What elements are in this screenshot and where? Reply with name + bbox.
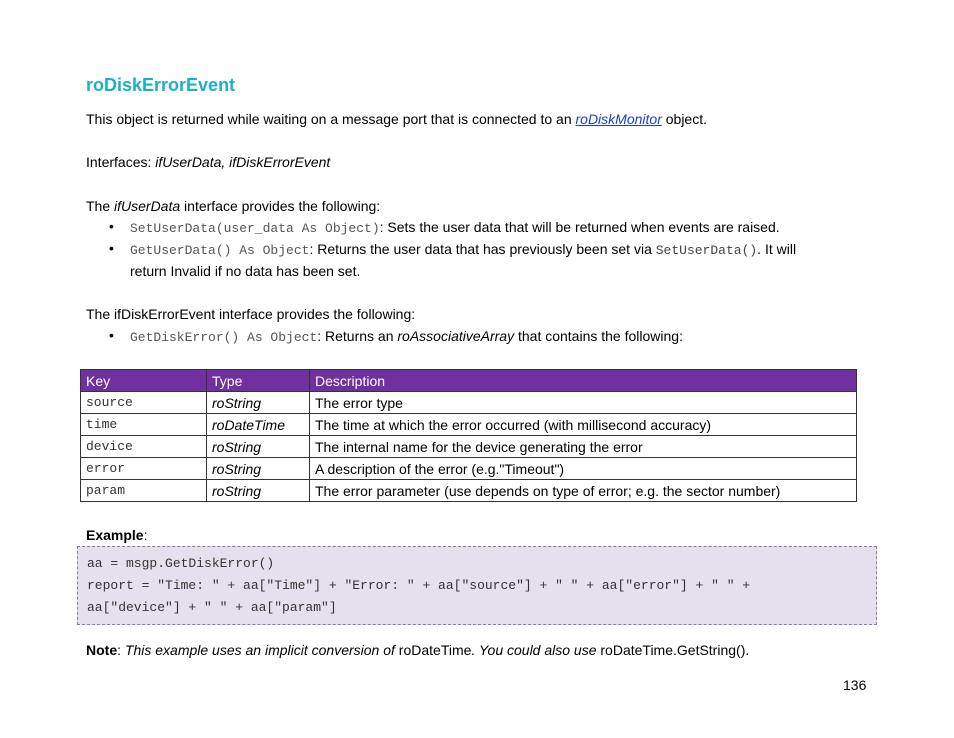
note-text: This example uses an implicit conversion of xyxy=(124,642,395,658)
method-description: : Returns the user data that has previously been set via xyxy=(309,241,656,257)
method-code: SetUserData(user_data As Object) xyxy=(130,221,380,236)
bullet-icon: • xyxy=(109,218,114,234)
method-code: GetDiskError() As Object xyxy=(130,330,318,345)
cell-type: roDateTime xyxy=(207,414,310,436)
code-line: aa = msgp.GetDiskError() xyxy=(87,556,275,571)
note-method-name: roDateTime.GetString(). xyxy=(596,642,750,658)
interfaces-label: Interfaces: xyxy=(86,154,156,170)
cell-type: roString xyxy=(207,480,310,502)
method-description-end: that contains the following: xyxy=(514,328,683,344)
cell-key: device xyxy=(81,436,207,458)
cell-type: roString xyxy=(207,458,310,480)
inline-code: SetUserData() xyxy=(655,243,758,258)
intro-paragraph xyxy=(86,111,707,127)
page-number: 136 xyxy=(843,677,867,693)
code-block xyxy=(77,546,877,625)
note-colon: : xyxy=(117,642,125,658)
bullet-icon: • xyxy=(109,240,114,256)
method-description-cont: . It will xyxy=(757,241,797,257)
note-text: . You could also use xyxy=(471,642,597,658)
list-item xyxy=(130,219,780,236)
cell-type: roString xyxy=(207,436,310,458)
column-header-description: Description xyxy=(310,370,857,392)
example-heading xyxy=(86,527,147,543)
list-item-continuation: return Invalid if no data has been set. xyxy=(130,263,361,279)
userdata-section-intro xyxy=(86,198,380,214)
table-row xyxy=(81,480,857,502)
method-description: : Sets the user data that will be returned when events are raised. xyxy=(379,219,780,235)
example-colon: : xyxy=(143,527,148,543)
note-label: Note xyxy=(86,642,118,658)
disk-section-intro: The ifDiskErrorEvent interface provides the following: xyxy=(86,306,416,322)
intro-text-before: This object is returned while waiting on a message port that is connected to an xyxy=(86,111,576,127)
code-line: aa["device"] + " " + aa["param"] xyxy=(87,600,337,615)
method-type: roAssociativeArray xyxy=(397,328,515,344)
method-description: : Returns an xyxy=(317,328,398,344)
bullet-icon: • xyxy=(109,327,114,343)
code-line: report = "Time: " + aa["Time"] + "Error: " + aa["source"] + " " + aa["error"] + " " + xyxy=(87,578,751,593)
cell-key: time xyxy=(81,414,207,436)
intro-text-after: object. xyxy=(661,111,707,127)
cell-description: The error type xyxy=(310,392,857,414)
table-row xyxy=(81,458,857,480)
table-row xyxy=(81,436,857,458)
cell-description: The time at which the error occurred (with millisecond accuracy) xyxy=(310,414,857,436)
method-code: GetUserData() As Object xyxy=(130,243,310,258)
rodiskmonitor-link[interactable]: roDiskMonitor xyxy=(575,111,662,127)
page-title: roDiskErrorEvent xyxy=(86,75,236,95)
table-header-row xyxy=(81,370,857,392)
cell-type: roString xyxy=(207,392,310,414)
cell-description: The error parameter (use depends on type of error; e.g. the sector number) xyxy=(310,480,857,502)
cell-description: A description of the error (e.g."Timeout") xyxy=(310,458,857,480)
note-paragraph xyxy=(86,642,749,658)
column-header-type: Type xyxy=(207,370,310,392)
userdata-post: interface provides the following: xyxy=(180,198,381,214)
list-item xyxy=(130,328,683,345)
table-row xyxy=(81,392,857,414)
column-header-key: Key xyxy=(81,370,207,392)
list-item xyxy=(130,241,796,258)
interfaces-line xyxy=(86,154,330,170)
interfaces-value: ifUserData, ifDiskErrorEvent xyxy=(155,154,331,170)
userdata-pre: The xyxy=(86,198,115,214)
note-type-name: roDateTime xyxy=(394,642,472,658)
table-row xyxy=(81,414,857,436)
cell-key: error xyxy=(81,458,207,480)
cell-key: param xyxy=(81,480,207,502)
userdata-name: ifUserData xyxy=(114,198,181,214)
example-label: Example xyxy=(86,527,144,543)
error-fields-table xyxy=(80,369,857,502)
cell-description: The internal name for the device generating the error xyxy=(310,436,857,458)
cell-key: source xyxy=(81,392,207,414)
